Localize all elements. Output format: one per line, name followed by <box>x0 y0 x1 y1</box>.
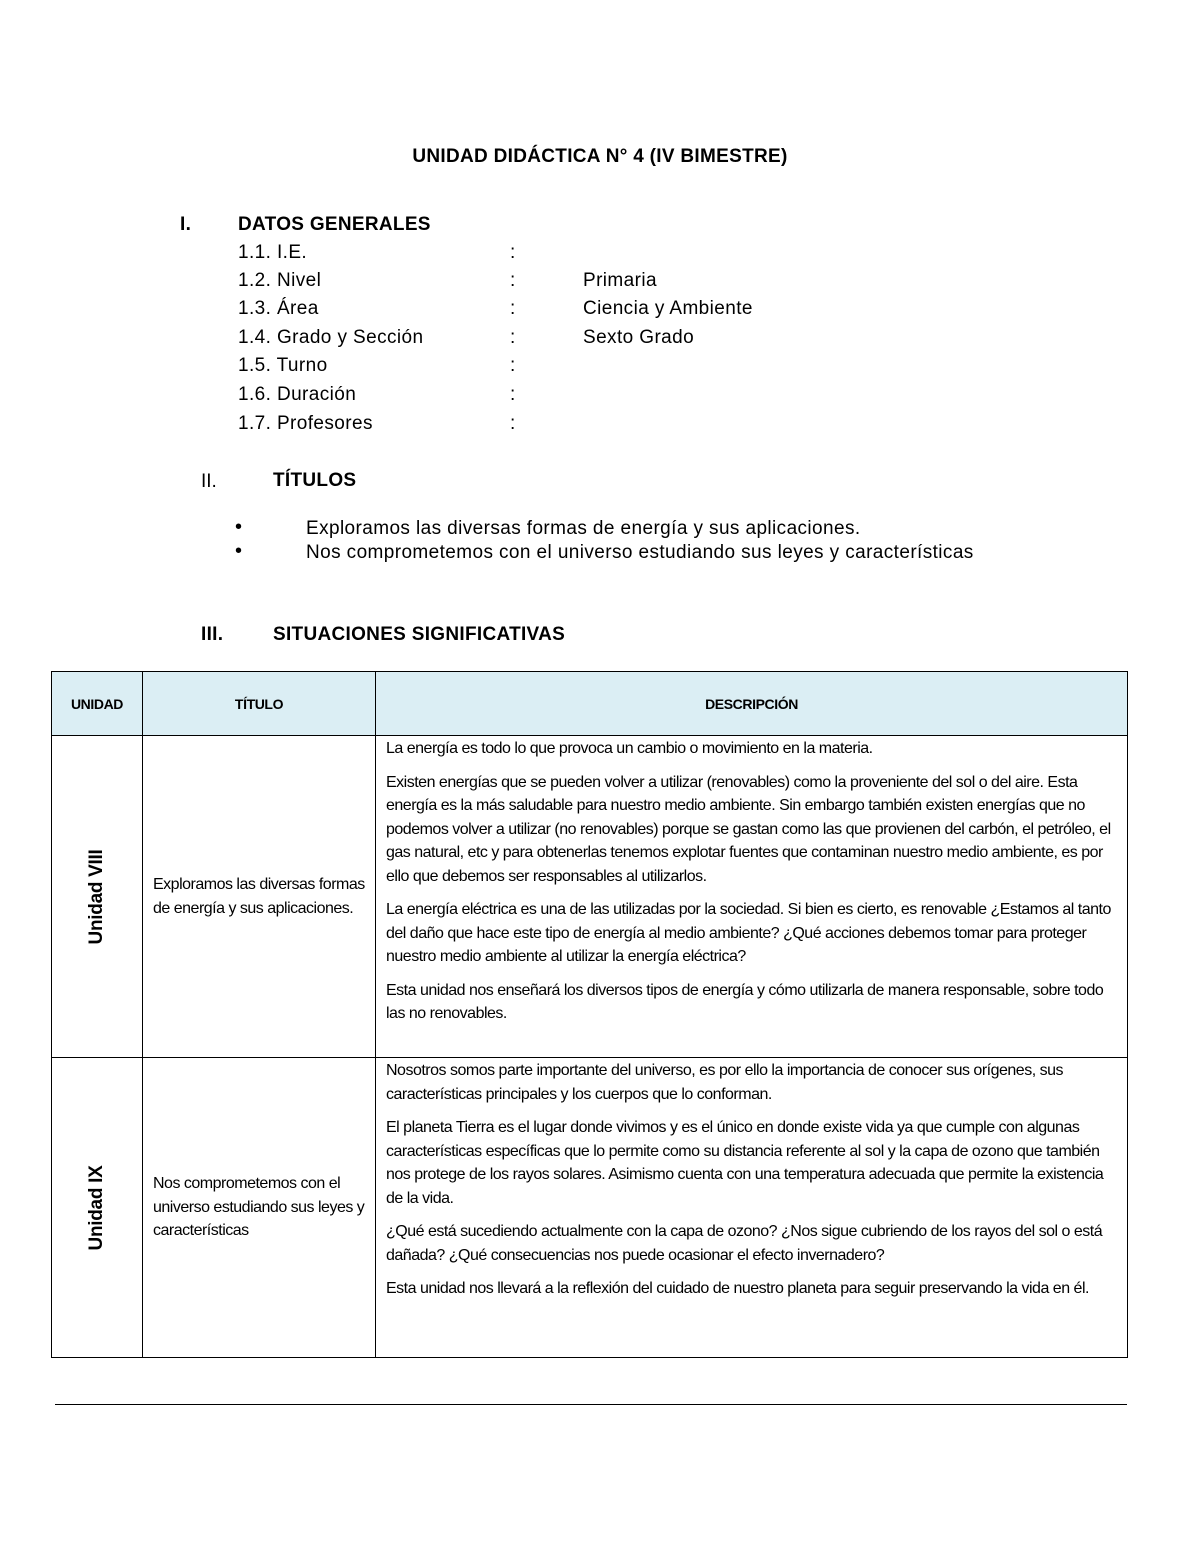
section3-heading: SITUACIONES SIGNIFICATIVAS <box>273 624 566 645</box>
field-value: Primaria <box>583 270 657 291</box>
bullet-text: Exploramos las diversas formas de energía y sus aplicaciones. <box>306 518 861 539</box>
section3-number: III. <box>201 624 224 645</box>
description-paragraph: Nosotros somos parte importante del universo, es por ello la importancia de conocer sus orígenes, sus características principales y los cuerpos que lo conforman. <box>386 1062 1063 1103</box>
field-area <box>238 298 938 326</box>
bullet-icon: • <box>235 540 243 562</box>
table-header-row <box>52 672 1128 736</box>
titulo-cell: Nos comprometemos con el universo estudiando sus leyes y características <box>143 1058 376 1358</box>
description-paragraph: Existen energías que se pueden volver a utilizar (renovables) como la proveniente del sol o del aire. Esta energía es la más saludable para nuestro medio ambiente. Sin embargo también existen energías que no podemos volver a utilizar (no renovables) porque se gastan como las que provienen del carbón, el petróleo, el gas natural, etc y para obtenerlas tenemos explotar fuentes que contaminan nuestro medio ambiente, es por ello que debemos ser responsables al utilizarlos. <box>386 773 1111 885</box>
section1-heading: DATOS GENERALES <box>238 214 431 235</box>
field-colon: : <box>510 270 516 291</box>
titulo-cell: Exploramos las diversas formas de energía y sus aplicaciones. <box>143 736 376 1058</box>
field-label: 1.4. Grado y Sección <box>238 327 424 348</box>
field-label: 1.7. Profesores <box>238 413 373 434</box>
field-colon: : <box>510 384 516 405</box>
header-descripcion: DESCRIPCIÓN <box>376 672 1128 736</box>
field-value: Sexto Grado <box>583 327 695 348</box>
unit-cell <box>52 1058 143 1358</box>
field-grado-seccion <box>238 327 938 355</box>
field-label: 1.5. Turno <box>238 355 328 376</box>
field-label: 1.6. Duración <box>238 384 357 405</box>
bullet-icon: • <box>235 516 243 538</box>
field-colon: : <box>510 298 516 319</box>
field-ie <box>238 242 938 270</box>
description-paragraph: La energía es todo lo que provoca un cambio o movimiento en la materia. <box>386 740 873 757</box>
field-label: 1.2. Nivel <box>238 270 322 291</box>
unit-label: Unidad VIII <box>86 849 107 944</box>
bullet-text: Nos comprometemos con el universo estudiando sus leyes y características <box>306 542 974 563</box>
description-paragraph: El planeta Tierra es el lugar donde vivimos y es el único en donde existe vida ya que cumple con algunas características específicas que lo permite como su distancia referente al sol y la capa de ozono que también nos protege de los rayos solares. Asimismo cuenta con una temperatura adecuada que permite la existencia de la vida. <box>386 1119 1104 1207</box>
field-nivel <box>238 270 938 298</box>
description-paragraph: Esta unidad nos llevará a la reflexión del cuidado de nuestro planeta para seguir preservando la vida en él. <box>386 1280 1089 1297</box>
field-colon: : <box>510 355 516 376</box>
field-label: 1.1. I.E. <box>238 242 308 263</box>
descripcion-cell <box>376 736 1128 1058</box>
descripcion-cell <box>376 1058 1128 1358</box>
section2-number: II. <box>201 471 217 492</box>
field-colon: : <box>510 242 516 263</box>
section1-number: I. <box>180 214 192 235</box>
field-value: Ciencia y Ambiente <box>583 298 753 319</box>
header-titulo: TÍTULO <box>143 672 376 736</box>
footer-divider <box>55 1404 1127 1405</box>
field-duracion <box>238 384 938 412</box>
description-paragraph: Esta unidad nos enseñará los diversos tipos de energía y cómo utilizarla de manera responsable, sobre todo las no renovables. <box>386 981 1104 1022</box>
field-colon: : <box>510 413 516 434</box>
field-profesores <box>238 413 938 441</box>
document-title: UNIDAD DIDÁCTICA N° 4 (IV BIMESTRE) <box>412 146 788 167</box>
section2-heading: TÍTULOS <box>273 470 357 491</box>
situaciones-table <box>51 671 1128 1358</box>
header-unidad: UNIDAD <box>52 672 143 736</box>
description-paragraph: La energía eléctrica es una de las utilizadas por la sociedad. Si bien es cierto, es renovable ¿Estamos al tanto del daño que hace este tipo de energía al medio ambiente? ¿Qué acciones debemos tomar para proteger nuestro medio ambiente al utilizar la energía eléctrica? <box>386 901 1111 965</box>
unit-label: Unidad IX <box>86 1165 107 1250</box>
table-row <box>52 736 1128 1058</box>
description-paragraph: ¿Qué está sucediendo actualmente con la capa de ozono? ¿Nos sigue cubriendo de los rayos del sol o está dañada? ¿Qué consecuencias nos puede ocasionar el efecto invernadero? <box>386 1223 1103 1264</box>
field-colon: : <box>510 327 516 348</box>
field-label: 1.3. Área <box>238 298 319 319</box>
unit-cell <box>52 736 143 1058</box>
table-row <box>52 1058 1128 1358</box>
field-turno <box>238 355 938 383</box>
